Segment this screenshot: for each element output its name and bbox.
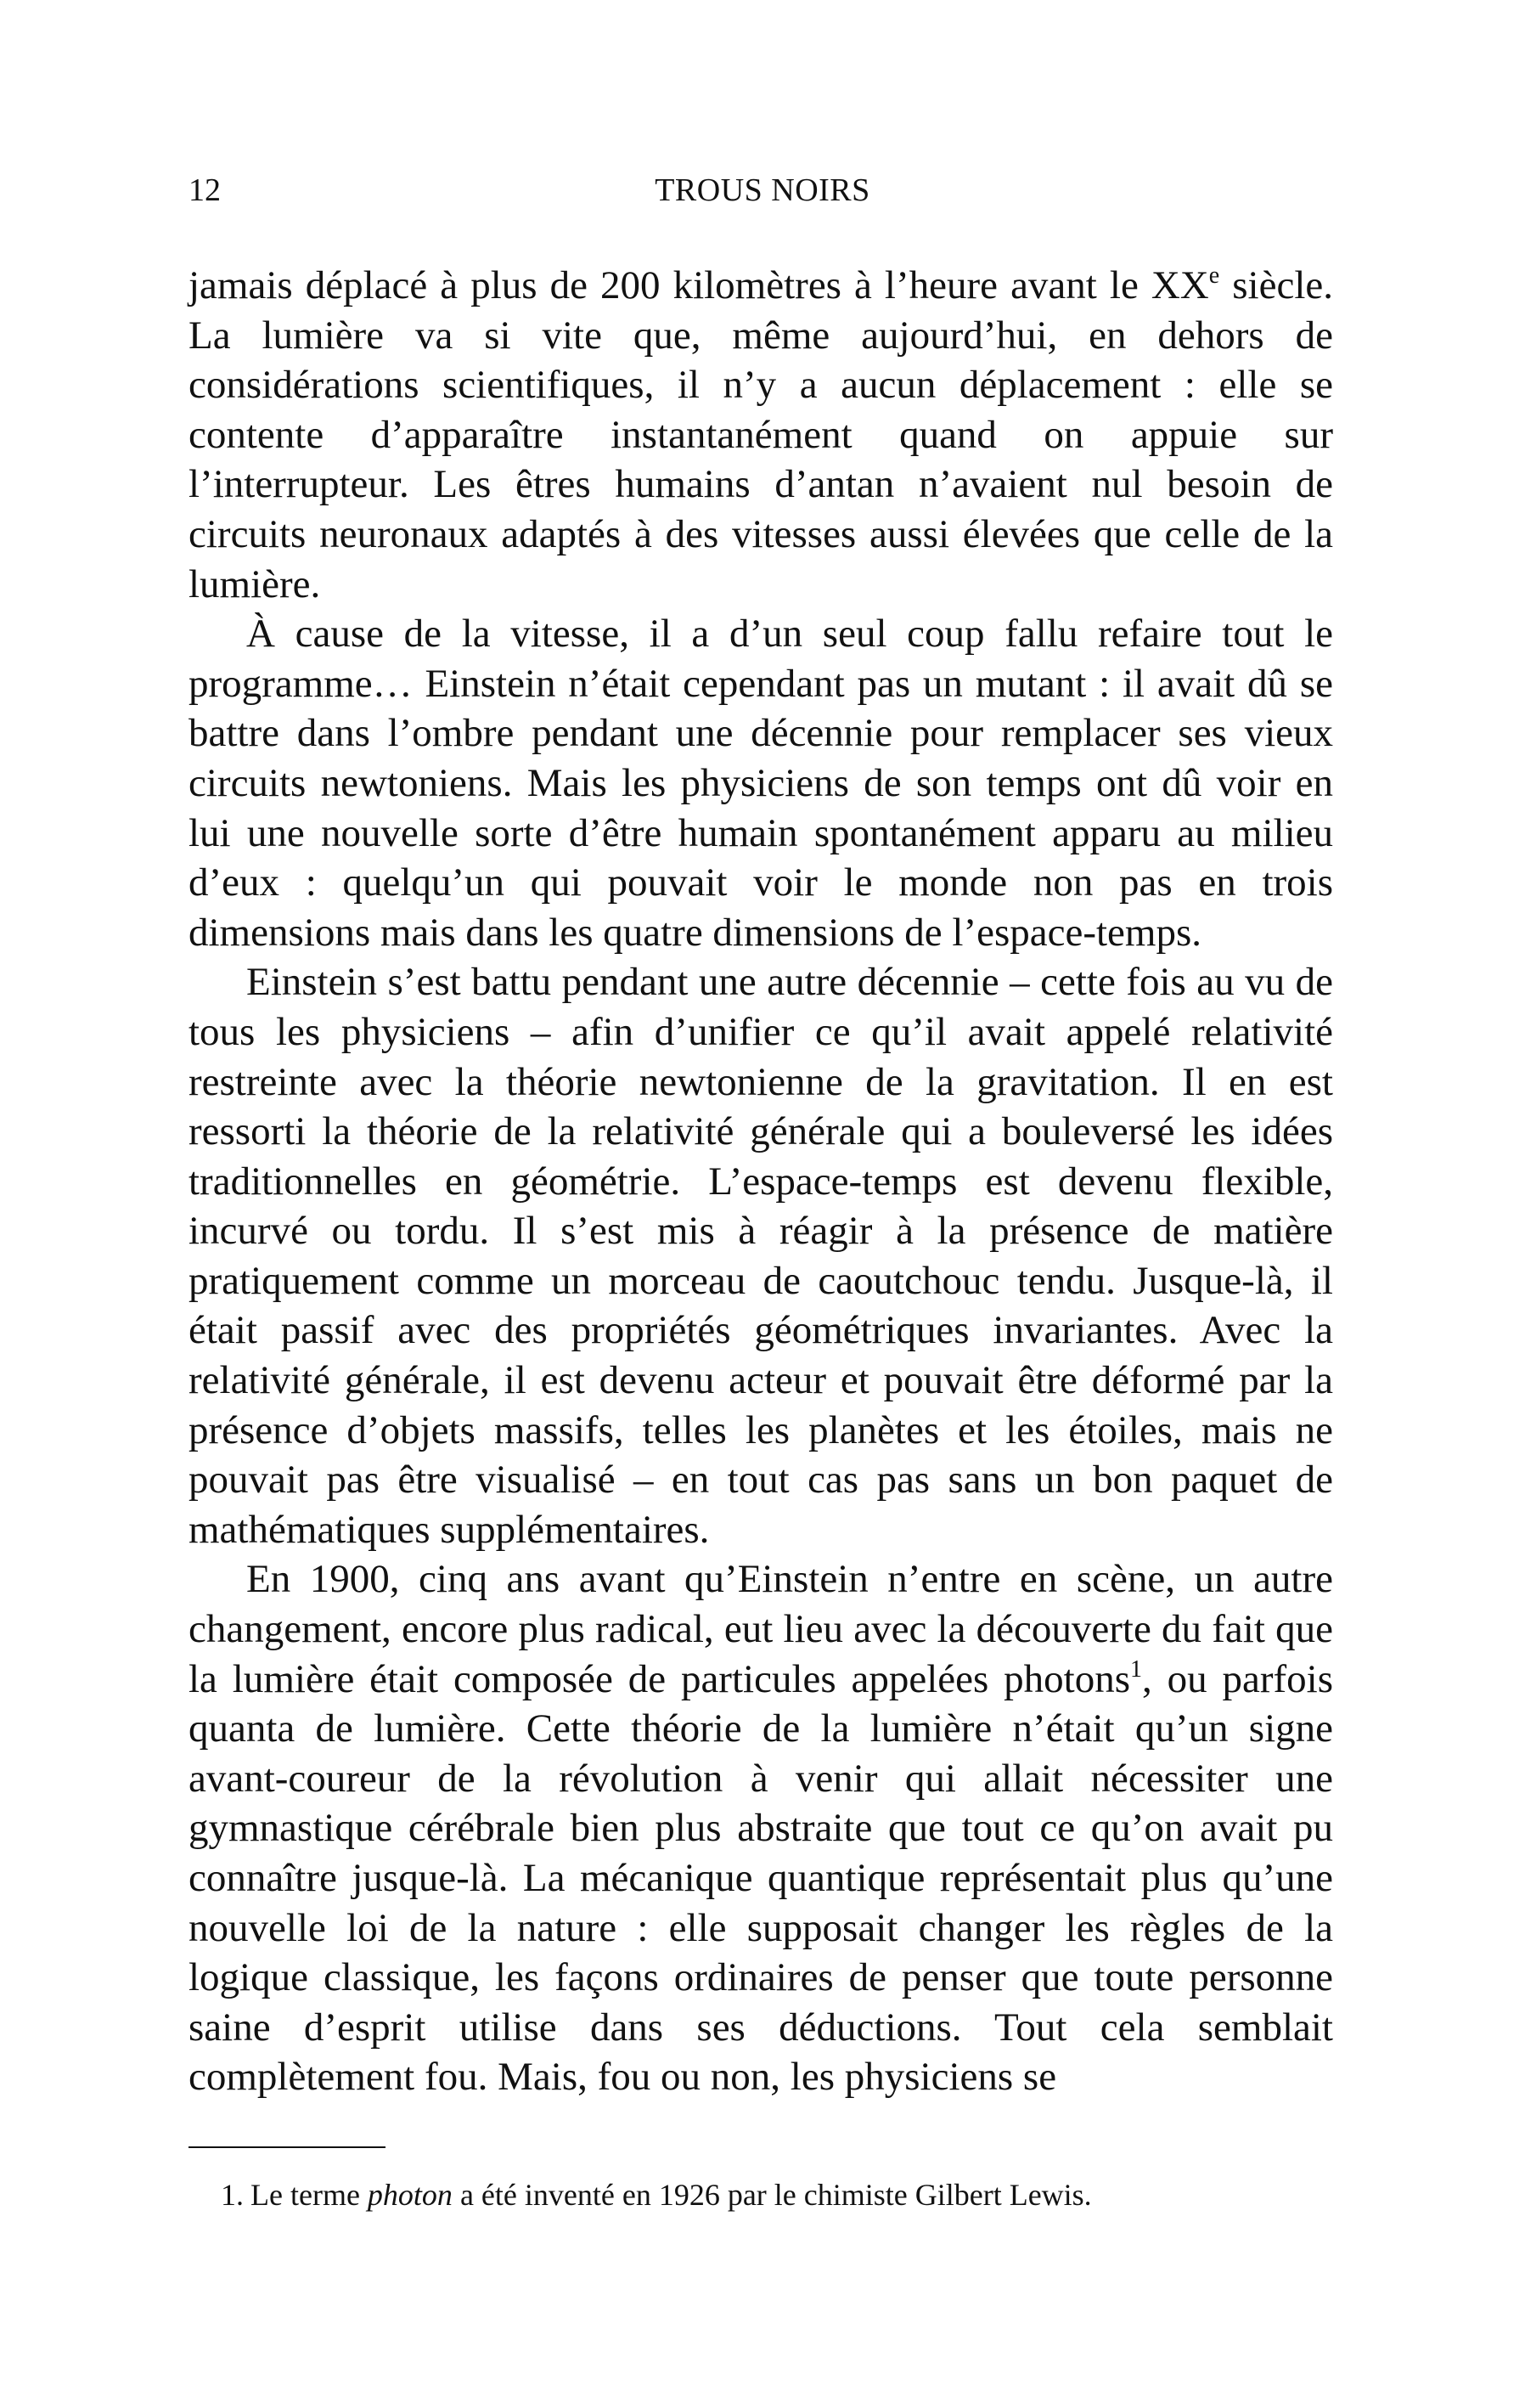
page-number: 12 <box>189 172 221 208</box>
footnote-term: photon <box>367 2178 453 2212</box>
paragraph-3: Einstein s’est battu pendant une autre décennie – cette fois au vu de tous les physiciens – afin d’unifier ce qu’il avait appelé relativité restreinte avec la théorie newtonienne de la gravitation. Il en est ressorti la théorie de la relativité générale qui a bouleversé les idées traditionnelles en géométrie. L’espace-temps est devenu flexible, incurvé ou tordu. Il s’est mis à réagir à la présence de matière pratiquement comme un morceau de caoutchouc tendu. Jusque-là, il était passif avec des propriétés géométriques invariantes. Avec la relativité générale, il est devenu acteur et pouvait être déformé par la présence d’objets massifs, telles les planètes et les étoiles, mais ne pouvait pas être visualisé – en tout cas pas sans un bon paquet de mathématiques supplémentaires. <box>189 960 1333 1552</box>
footnote-rule <box>189 2146 385 2148</box>
paragraph-1 <box>189 261 1333 609</box>
paragraph-2: À cause de la vitesse, il a d’un seul coup fallu refaire tout le programme… Einstein n’était cependant pas un mutant : il avait dû se battre dans l’ombre pendant une décennie pour remplacer ses vieux circuits newtoniens. Mais les physiciens de son temps ont dû voir en lui une nouvelle sorte d’être humain spontanément apparu au milieu d’eux : quelqu’un qui pouvait voir le monde non pas en trois dimensions mais dans les quatre dimensions de l’espace-temps. <box>189 612 1333 955</box>
paragraph-1-text-start: jamais déplacé à plus de 200 kilomètres à l’heure avant le XX <box>189 263 1209 307</box>
footnote-number: 1. <box>221 2178 244 2212</box>
footnote-text-end: a été inventé en 1926 par le chimiste Gilbert Lewis. <box>452 2178 1092 2212</box>
footnote <box>221 2174 1342 2215</box>
paragraph-4-text-start: En 1900, cinq ans avant qu’Einstein n’entre en scène, un autre changement, encore plus radical, eut lieu avec la découverte du fait que la lumière était composée de particules appelées photons <box>189 1557 1333 1701</box>
paragraph-4-text-end: , ou parfois quanta de lumière. Cette théorie de la lumière n’était qu’un signe avant-coureur de la révolution à venir qui allait nécessiter une gymnastique cérébrale bien plus abstraite que tout ce qu’on avait pu connaître jusque-là. La mécanique quantique représentait plus qu’une nouvelle loi de la nature : elle supposait changer les règles de la logique classique, les façons ordinaires de penser que toute personne saine d’esprit utilise dans ses déductions. Tout cela semblait complètement fou. Mais, fou ou non, les physiciens se <box>189 1656 1333 2100</box>
running-head <box>189 168 1336 212</box>
footnote-reference: 1 <box>1130 1655 1143 1683</box>
running-title: TROUS NOIRS <box>655 172 870 208</box>
footnote-text-start: Le terme <box>250 2178 368 2212</box>
paragraph-4 <box>189 1554 1333 2102</box>
century-superscript: e <box>1208 262 1220 289</box>
paragraph-1-text-end: siècle. La lumière va si vite que, même aujourd’hui, en dehors de considérations scientifiques, il n’y a aucun déplacement : elle se contente d’apparaître instantanément quand on appuie sur l’interrupteur. Les êtres humains d’antan n’avaient nul besoin de circuits neuronaux adaptés à des vitesses aussi élevées que celle de la lumière. <box>189 263 1333 606</box>
body-text <box>189 261 1333 2102</box>
